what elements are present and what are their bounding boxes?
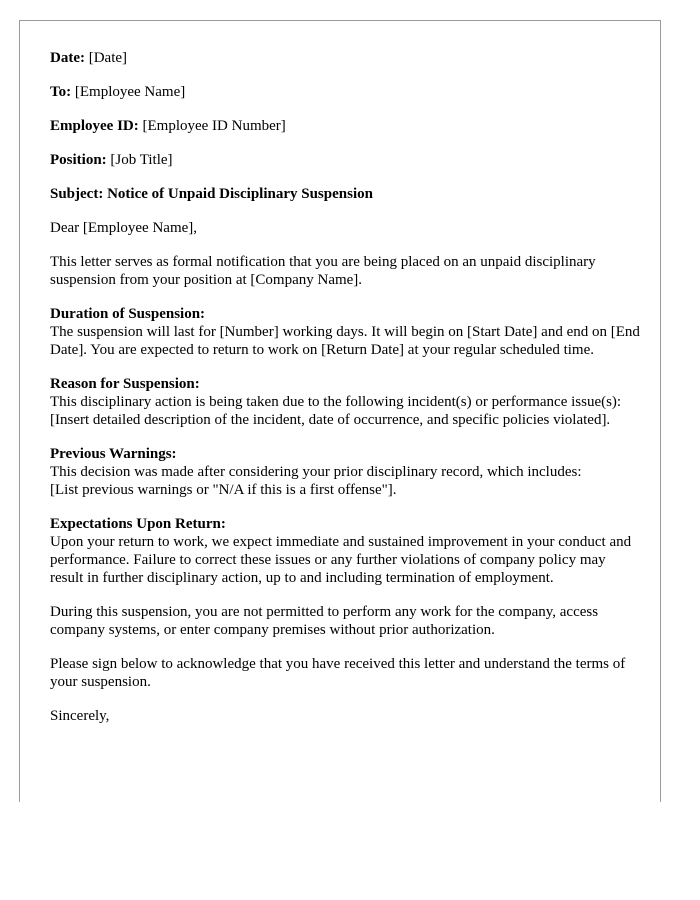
employee-id-label: Employee ID: — [50, 118, 139, 134]
date-value: [Date] — [84, 50, 128, 66]
employee-id-value: [Employee ID Number] — [138, 118, 286, 134]
to-label: To: — [50, 84, 72, 100]
duration-heading: Duration of Suspension: — [50, 306, 206, 322]
letter-page — [19, 20, 661, 802]
employee-id-line — [50, 117, 640, 135]
warnings-detail: [List previous warnings or "N/A if this is a first offense"]. — [50, 482, 397, 498]
expectations-text: Upon your return to work, we expect immediate and sustained improvement in your conduct and performance. Failure to correct these issues or any further violations of company policy may result in further disciplinary action, up to and including termination of employment. — [50, 534, 632, 586]
salutation: Dear [Employee Name], — [50, 220, 198, 236]
subject-label: Subject: — [50, 186, 104, 202]
date-line — [50, 49, 640, 67]
reason-section — [50, 375, 640, 429]
letter-body — [50, 49, 640, 741]
intro-paragraph: This letter serves as formal notification that you are being placed on an unpaid disciplinary suspension from your position at [Company Name]. — [50, 254, 596, 288]
to-value: [Employee Name] — [71, 84, 186, 100]
acknowledgment-paragraph: Please sign below to acknowledge that you have received this letter and understand the terms of your suspension. — [50, 656, 626, 690]
warnings-text: This decision was made after considering your prior disciplinary record, which includes: — [50, 464, 582, 480]
warnings-heading: Previous Warnings: — [50, 446, 177, 462]
position-value: [Job Title] — [106, 152, 173, 168]
duration-text: The suspension will last for [Number] working days. It will begin on [Start Date] and end on [End Date]. You are expected to return to work on [Return Date] at your regular scheduled time. — [50, 324, 640, 358]
expectations-section — [50, 515, 640, 587]
subject-value: Notice of Unpaid Disciplinary Suspension — [103, 186, 373, 202]
reason-text: This disciplinary action is being taken due to the following incident(s) or performance issue(s): — [50, 394, 622, 410]
warnings-section — [50, 445, 640, 499]
reason-heading: Reason for Suspension: — [50, 376, 200, 392]
restriction-paragraph: During this suspension, you are not permitted to perform any work for the company, access company systems, or enter company premises without prior authorization. — [50, 604, 599, 638]
expectations-heading: Expectations Upon Return: — [50, 516, 226, 532]
closing: Sincerely, — [50, 708, 110, 724]
position-line — [50, 151, 640, 169]
date-label: Date: — [50, 50, 85, 66]
subject-line — [50, 185, 640, 203]
position-label: Position: — [50, 152, 107, 168]
reason-detail: [Insert detailed description of the incident, date of occurrence, and specific policies violated]. — [50, 412, 611, 428]
duration-section — [50, 305, 640, 359]
to-line — [50, 83, 640, 101]
